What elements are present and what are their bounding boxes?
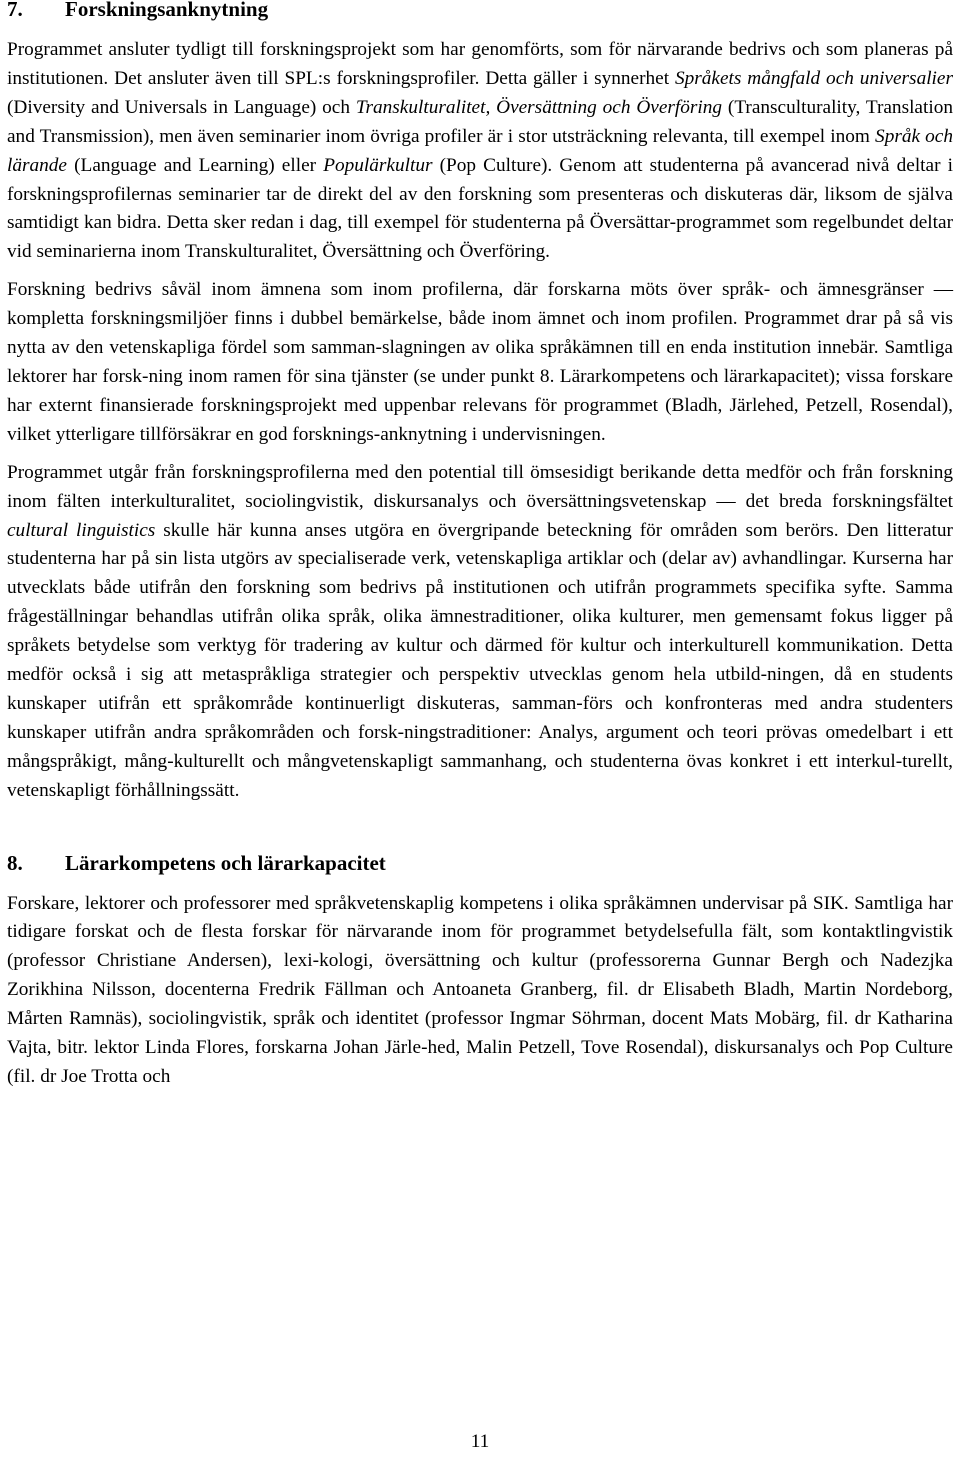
text-run: (Transculturality, Translation and Transmission), men även seminarier inom övriga profiler är i stor utsträckning relevanta, till exempel inom [7,96,953,147]
italic-term: Språkets mångfald och universalier [674,67,953,89]
section-number: 7. [7,0,23,21]
section-heading-8 [7,848,953,878]
paragraph [7,459,953,806]
paragraph [7,276,953,449]
section-number: 8. [7,850,23,875]
text-run: Forskare, lektorer och professorer med språkvetenskaplig kompetens i olika språkämnen undervisar på SIK. Samtliga har tidigare forskat och de flesta forskar för närvarande inom för programmet betydelsefulla fält, som kontaktlingvistik (professor Christiane Andersen), lexi-kologi, översättning och kultur (professorerna Gunnar Bergh och Nadezjka Zorikhina Nilsson, docenterna Fredrik Fällman och Antoaneta Granberg, fil. dr Elisabeth Bladh, Martin Nordeborg, Mårten Ramnäs), sociolingvistik, språk och identitet (professor Ingmar Söhrman, docent Mats Mobärg, fil. dr Katharina Vajta, bitr. lektor Linda Flores, forskarna Johan Järle-hed, Malin Petzell, Tove Rosendal), diskursanalys och Pop Culture (fil. dr Joe Trotta och [7,892,953,1087]
text-run: Forskning bedrivs såväl inom ämnena som inom profilerna, där forskarna möts över språk- och ämnesgränser — kompletta forskningsmiljöer finns i dubbel bemärkelse, både inom ämnet och inom profilen. Programmet drar på så vis nytta av den vetenskapliga fördel som samman-slagningen av olika språkämnen till en enda institution innebär. Samtliga lektorer har forsk-ning inom ramen för sina tjänster (se under punkt 8. Lärarkompetens och lärarkapacitet); vissa forskare har externt finansierade forskningsprojekt med uppenbar relevans för programmet (Bladh, Järlehed, Petzell, Rosendal), vilket ytterligare tillförsäkrar en god forsknings-anknytning i undervisningen. [7,279,953,445]
italic-term: Språk och lärande [7,125,953,176]
italic-term: Populärkultur [323,154,433,176]
paragraph [7,36,953,267]
text-run: (Language and Learning) eller [66,154,324,176]
paragraph [7,890,953,1092]
section-heading-7 [7,0,953,24]
text-run: Programmet utgår från forskningsprofilerna med den potential till ömsesidigt berikande detta medför och från forskning inom fälten interkulturalitet, sociolingvistik, diskursanalys och översättningsvetenskap — det breda forskningsfältet [7,461,953,512]
text-run: skulle här kunna anses utgöra en övergripande beteckning för områden som berörs. Den litteratur studenterna har på sin lista utgörs av specialiserade verk, vetenskapliga artiklar och (delar av) avhandlingar. Kurserna har utvecklats både utifrån den forskning som bedrivs på institutionen och utifrån programmets specifika syfte. Samma frågeställningar behandlas utifrån olika språk, olika ämnestraditioner, olika kulturer, men gemensamt fokus ligger på språkets betydelse som verktyg för tradering av kultur och därmed för kultur och interkulturell kommunikation. Detta medför också i sig att metaspråkliga strategier och perspektiv utvecklas genom hela utbild-ningen, då en students kunskaper utifrån ett språkområde kontinuerligt diskuteras, samman-förs och konfronteras med andra studenters kunskaper utifrån andra språkområden och forsk-ningstraditioner: Analys, argument och teori prövas omedelbart i ett mångspråkigt, mång-kulturellt och mångvetenskapligt sammanhang, och studenterna övas konkret i ett interkul-turellt, vetenskapligt förhållningssätt. [7,519,953,801]
page-number: 11 [470,1431,490,1452]
text-run: (Diversity and Universals in Language) och [7,96,356,118]
document-page [7,0,953,1092]
text-run: (Pop Culture). Genom att studenterna på avancerad nivå deltar i forskningsprofilernas seminarier tar de direkt del av den forskning som presenteras och diskuteras där, liksom de själva samtidigt kan bidra. Detta sker redan i dag, till exempel för studenterna på Översättar-programmet som regelbundet deltar vid seminarierna inom Transkulturalitet, Översättning och Överföring. [7,154,954,263]
text-run: Programmet ansluter tydligt till forskningsprojekt som har genomförts, som för närvarande bedrivs och som planeras på institutionen. Det ansluter även till SPL:s forskningsprofiler. Detta gäller i synnerhet [7,39,953,89]
italic-term: cultural linguistics [7,519,156,541]
italic-term: Transkulturalitet, Översättning och Överföring [355,96,723,118]
section-title: Lärarkompetens och lärarkapacitet [65,850,386,875]
section-title: Forskningsanknytning [65,0,269,21]
